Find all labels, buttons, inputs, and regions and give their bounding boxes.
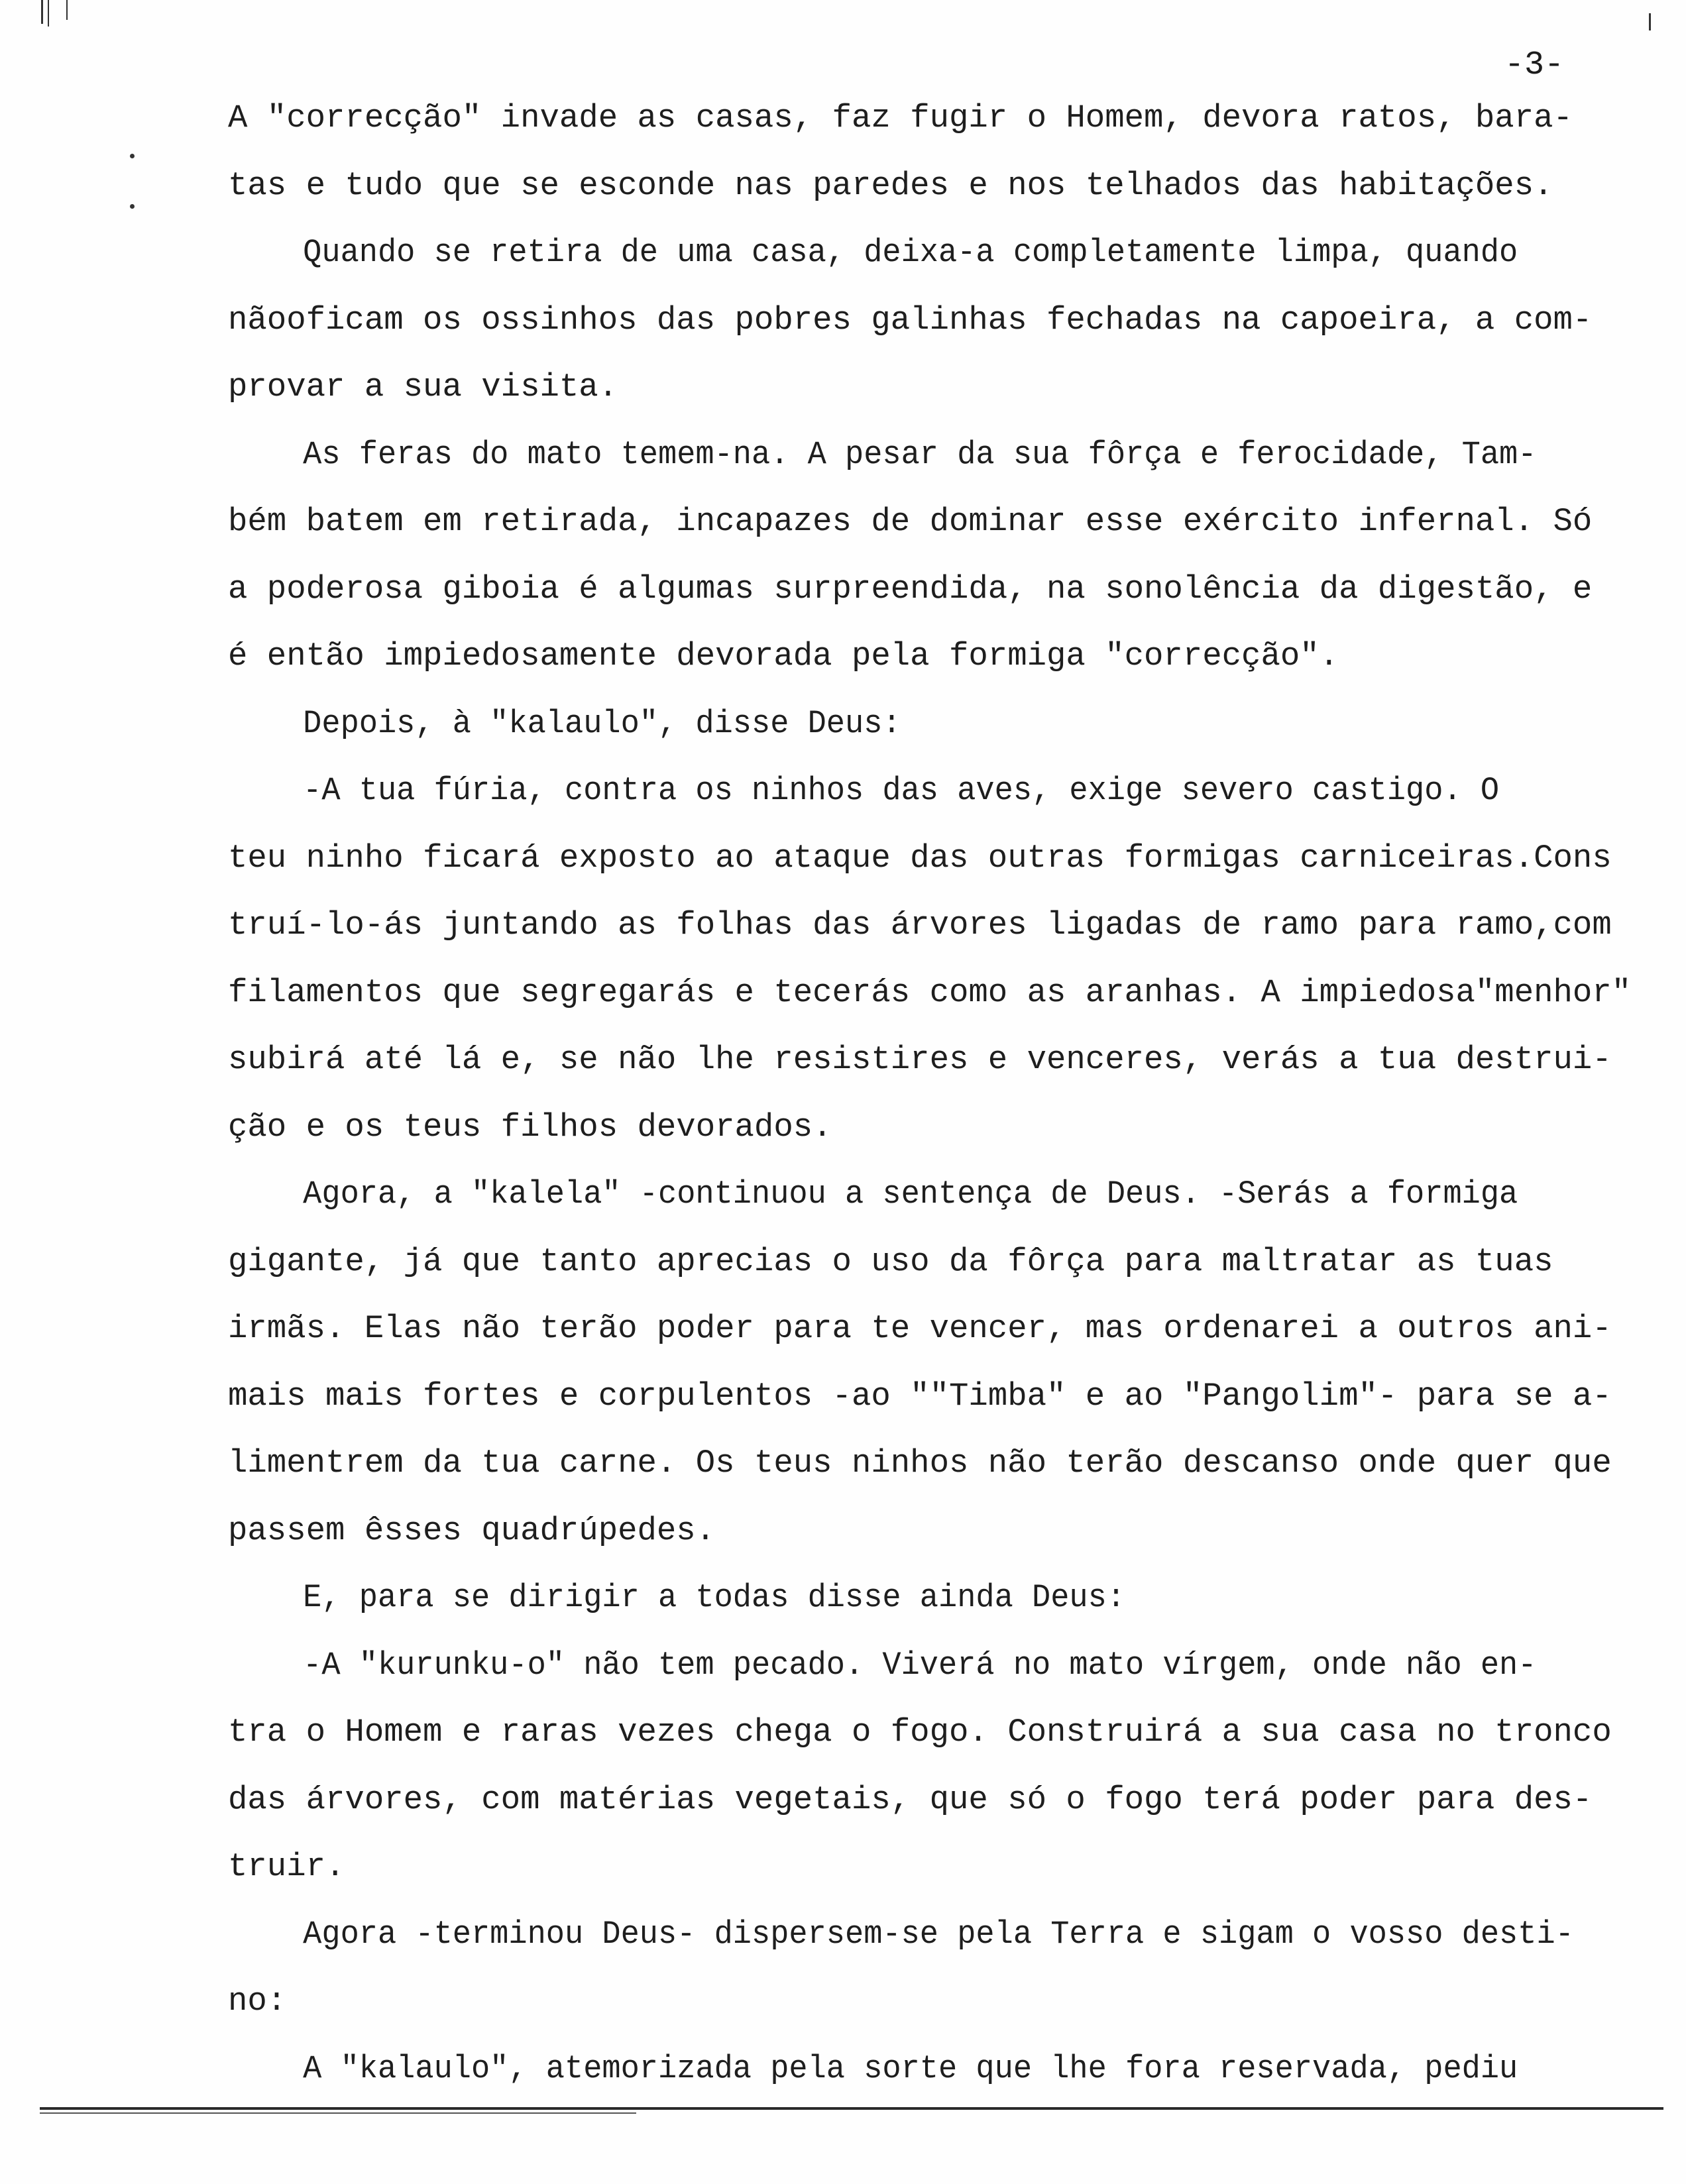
text-line: ção e os teus filhos devorados. [228, 1108, 832, 1146]
text-line: truí-lo-ás juntando as folhas das árvores ligadas de ramo para ramo,com [228, 906, 1612, 944]
text-line: Quando se retira de uma casa, deixa-a completamente limpa, quando [303, 234, 1518, 271]
text-line: filamentos que segregarás e tecerás como as aranhas. A impiedosa"menhor" [228, 973, 1632, 1011]
text-line: é então impiedosamente devorada pela formiga "correcção". [228, 637, 1339, 675]
text-line: tas e tudo que se esconde nas paredes e nos telhados das habitações. [228, 166, 1553, 204]
bottom-rule-thin [40, 2112, 636, 2114]
text-line: E, para se dirigir a todas disse ainda Deus: [303, 1579, 1126, 1616]
text-line: Agora -terminou Deus- dispersem-se pela Terra e sigam o vosso desti- [303, 1915, 1574, 1953]
text-line: a poderosa giboia é algumas surpreendida, na sonolência da digestão, e [228, 570, 1593, 608]
text-line: das árvores, com matérias vegetais, que só o fogo terá poder para des- [228, 1780, 1593, 1818]
text-line: tra o Homem e raras vezes chega o fogo. Construirá a sua casa no tronco [228, 1714, 1612, 1751]
scan-mark-top-left [41, 0, 43, 24]
text-line: truir. [228, 1848, 345, 1885]
text-line: -A "kurunku-o" não tem pecado. Viverá no mato vírgem, onde não en- [303, 1646, 1537, 1684]
scan-mark-top-left-2 [48, 0, 49, 27]
text-line: gigante, já que tanto aprecias o uso da fôrça para maltratar as tuas [228, 1242, 1553, 1280]
text-line: subirá até lá e, se não lhe resistires e venceres, verás a tua destrui- [228, 1041, 1612, 1078]
text-line: bém batem em retirada, incapazes de dominar esse exército infernal. Só [228, 503, 1593, 540]
scan-mark-top-right [1649, 13, 1651, 30]
text-line: A "kalaulo", atemorizada pela sorte que lhe fora reservada, pediu [303, 2049, 1518, 2087]
text-line: limentrem da tua carne. Os teus ninhos não terão descanso onde quer que [228, 1445, 1612, 1482]
margin-dot-1 [130, 154, 135, 158]
text-line: Agora, a "kalela" -continuou a sentença de Deus. -Serás a formiga [303, 1175, 1518, 1213]
page-number: -3- [1504, 46, 1565, 84]
text-line: provar a sua visita. [228, 368, 618, 406]
text-line: -A tua fúria, contra os ninhos das aves, exige severo castigo. O [303, 772, 1500, 809]
text-line: As feras do mato temem-na. A pesar da sua fôrça e ferocidade, Tam- [303, 435, 1537, 473]
typed-text-body [228, 85, 1653, 2102]
bottom-rule [40, 2107, 1663, 2110]
scan-mark-top-left-3 [66, 0, 68, 20]
text-line: no: [228, 1983, 287, 2020]
text-line: A "correcção" invade as casas, faz fugir o Homem, devora ratos, bara- [228, 99, 1573, 136]
text-line: irmãs. Elas não terão poder para te vencer, mas ordenarei a outros ani- [228, 1310, 1612, 1347]
text-line: Depois, à "kalaulo", disse Deus: [303, 704, 901, 742]
text-line: teu ninho ficará exposto ao ataque das outras formigas carniceiras.Cons [228, 839, 1612, 877]
text-line: nãooficam os ossinhos das pobres galinhas fechadas na capoeira, a com- [228, 301, 1593, 339]
text-line: passem êsses quadrúpedes. [228, 1511, 716, 1549]
text-line: mais mais fortes e corpulentos -ao ""Timba" e ao "Pangolim"- para se a- [228, 1377, 1612, 1415]
margin-dot-2 [130, 204, 135, 209]
